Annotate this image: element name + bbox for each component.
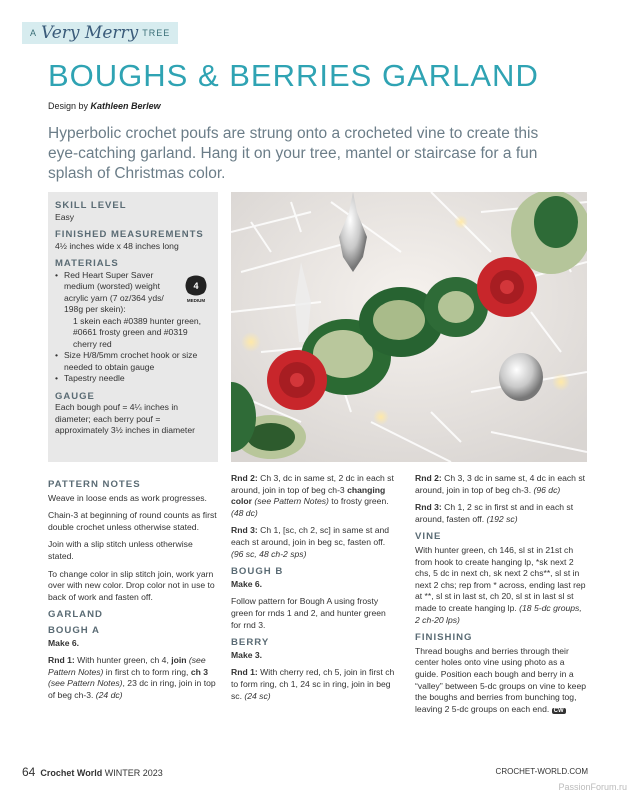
finishing-text: Thread boughs and berries through their center holes onto vine using photo as a guide. Position each bough and berry in a “valley” between 5-dc groups on vine to keep the boughs and berries from bunching tog, leaving 2 5-dc groups on each end. CW — [415, 645, 587, 714]
banner-post: TREE — [142, 28, 171, 38]
berry-rnd3: Rnd 3: Ch 1, 2 sc in first st and in each st around, fasten off. (192 sc) — [415, 502, 574, 524]
banner-pre: A — [30, 28, 38, 38]
skill-heading: SKILL LEVEL — [55, 200, 127, 211]
column-1 — [48, 473, 218, 708]
magazine-name: Crochet World — [40, 768, 103, 778]
page-number: 64 — [22, 765, 36, 779]
page-title: BOUGHS & BERRIES GARLAND — [48, 58, 539, 93]
badge-number: 4 — [193, 281, 199, 291]
intro-text: Hyperbolic crochet poufs are strung onto a crocheted vine to create this eye-catching garland. Hang it on your tree, mantel or staircase for a fun splash of Christmas color. — [48, 125, 539, 182]
column-2 — [231, 473, 397, 708]
bough-a-heading: BOUGH A — [48, 624, 100, 636]
watermark: PassionForum.ru — [558, 782, 627, 792]
bough-b-heading: BOUGH B — [231, 566, 284, 578]
page-footer — [22, 765, 588, 779]
bough-a-rnd3: Rnd 3: Ch 1, [sc, ch 2, sc] in same st and each st around, join in beg sc, fasten off. (96 sc, 48 ch-2 sps) — [231, 525, 390, 559]
info-sidebar — [48, 192, 218, 462]
berry-rnd1: Rnd 1: With cherry red, ch 5, join in first ch to form ring, ch 1, 24 sc in ring, join in beg sc. (24 sc) — [231, 667, 395, 701]
make-count: Make 3. — [231, 649, 263, 660]
bough-a-rnd1: Rnd 1: With hunter green, ch 4, join (see Pattern Notes) in first ch to form ring, ch 3 (see Pattern Notes), 23 dc in ring, join in top of beg ch-3. (24 dc) — [48, 655, 216, 700]
series-banner — [22, 22, 178, 44]
make-count: Make 6. — [231, 578, 263, 589]
column-3 — [415, 473, 587, 723]
material-item: • Tapestry needle — [55, 373, 211, 385]
badge-label: MEDIUM — [186, 298, 206, 303]
measurements-value: 4½ inches wide x 48 inches long — [55, 240, 179, 251]
note-1: Weave in loose ends as work progresses. — [48, 492, 207, 503]
materials-heading: MATERIALS — [55, 258, 119, 269]
vine-heading: VINE — [415, 531, 442, 543]
note-3: Join with a slip stitch unless otherwise stated. — [48, 539, 193, 561]
skill-value: Easy — [55, 211, 75, 222]
garland-photo — [231, 192, 587, 462]
bough-a-rnd2: Rnd 2: Ch 3, dc in same st, 2 dc in each st around, join in top of beg ch-3 changing color (see Pattern Notes) to frosty green. (48 dc) — [231, 473, 394, 518]
designer-name: Kathleen Berlew — [90, 101, 161, 111]
garland-heading: GARLAND — [48, 609, 103, 621]
finishing-heading: FINISHING — [415, 632, 473, 644]
byline — [48, 101, 161, 111]
berry-rnd2: Rnd 2: Ch 3, 3 dc in same st, 4 dc in each st around, join in top of beg ch-3. (96 dc) — [415, 473, 586, 495]
gauge-value: Each bough pouf = 4¼ inches in diameter; each berry pouf = approximately 3½ inches in diameter — [55, 402, 195, 435]
website: CROCHET-WORLD.COM — [495, 767, 588, 776]
yarn-weight-icon — [184, 274, 208, 304]
pattern-notes-heading: PATTERN NOTES — [48, 479, 141, 490]
banner-script: Very Merry — [41, 23, 139, 43]
make-count: Make 6. — [48, 637, 80, 648]
note-2: Chain-3 at beginning of round counts as first double crochet unless otherwise stated. — [48, 510, 217, 532]
issue-date: WINTER 2023 — [104, 768, 163, 778]
gauge-heading: GAUGE — [55, 390, 95, 402]
material-item: • Red Heart Super Saver medium (worsted) weight acrylic yarn (7 oz/364 yds/ 198g per skein): 1 skein each #0389 hunter green, #0661 frosty green and #0319 cherry red — [55, 270, 211, 351]
note-4: To change color in slip stitch join, work yarn over with new color. Drop color not in use to back of work and fasten off. — [48, 568, 215, 602]
berry-heading: BERRY — [231, 637, 270, 649]
byline-prefix: Design by — [48, 101, 89, 111]
bough-b-text: Follow pattern for Bough A using frosty green for rnds 1 and 2, and hunter green for rnd 3. — [231, 596, 386, 630]
measurements-heading: FINISHED MEASUREMENTS — [55, 229, 204, 240]
material-item: • Size H/8/5mm crochet hook or size needed to obtain gauge — [55, 350, 211, 373]
cw-end-mark: CW — [553, 707, 564, 714]
vine-text: With hunter green, ch 146, sl st in 21st ch from hook to create hanging lp, *sk next 2 chs, 5 dc in next ch, sk next 2 chs**, sl st in next 2 chs; rep from * across, ending last rep at **, sl st in last st, ch 20, sl st in last sl st made to create hanging lp. (18 5-dc groups, 2 ch-20 lps) — [415, 544, 586, 625]
